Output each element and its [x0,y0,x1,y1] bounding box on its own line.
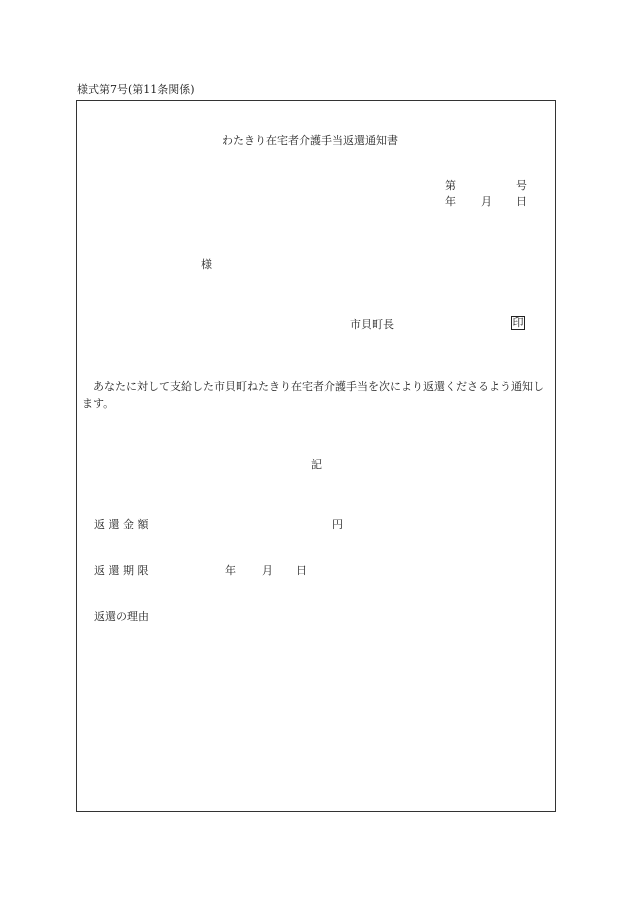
number-prefix: 第 [445,179,456,192]
deadline-year: 年 [225,564,236,577]
notice-body [82,378,552,412]
ki-heading: 記 [311,458,322,471]
number-suffix: 号 [516,179,527,192]
amount-unit: 円 [332,518,343,531]
amount-label: 返 還 金 額 [94,518,149,531]
deadline-label: 返 還 期 限 [94,564,149,577]
reason-label: 返還の理由 [94,610,149,623]
notice-body-text: あなたに対して支給した市貝町ねたきり在宅者介護手当を次により返還くださるよう通知します。 [82,380,544,410]
form-label: 様式第7号(第11条関係) [77,83,195,96]
issuer-title: 市貝町長 [350,318,394,331]
document-title: わたきり在宅者介護手当返還通知書 [222,134,398,147]
date-year: 年 [445,195,456,208]
addressee-suffix: 様 [201,258,212,271]
seal-mark: 印 [512,316,524,329]
deadline-day: 日 [296,564,307,577]
date-month: 月 [481,195,492,208]
date-day: 日 [516,195,527,208]
deadline-month: 月 [262,564,273,577]
